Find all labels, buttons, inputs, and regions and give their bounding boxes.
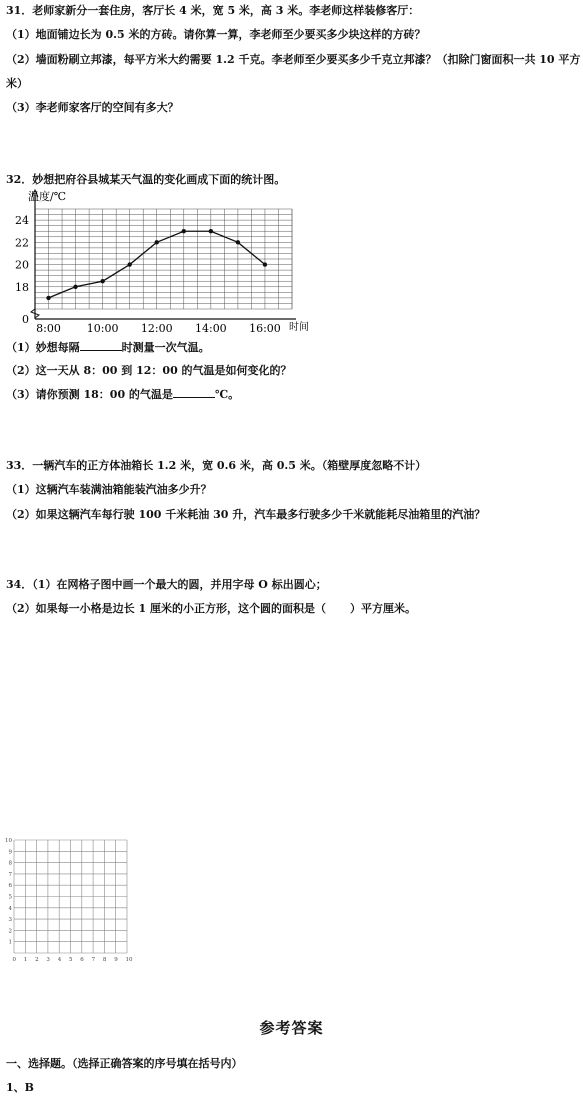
answers-title: 参考答案 <box>259 1019 324 1037</box>
q31-part1: （1）地面铺边长为 0.5 米的方砖。请你算一算，李老师至少要买多少块这样的方砖？ <box>6 28 426 41</box>
q33-part2: （2）如果这辆汽车每行驶 100 千米耗油 30 升，汽车最多行驶多少千米就能耗尽油箱里的汽油？ <box>6 508 486 521</box>
grid-x-tick-label: 10 <box>125 957 133 962</box>
answer-blank[interactable] <box>173 387 215 398</box>
q34-part2 <box>6 602 416 616</box>
q33-part1: （1）这辆汽车装满油箱能装汽油多少升？ <box>6 483 212 496</box>
y-tick-label: 22 <box>15 236 29 250</box>
y-tick-label: 20 <box>15 258 29 272</box>
grid-x-tick-label: 3 <box>46 957 50 962</box>
grid-y-tick-label: 3 <box>8 917 12 924</box>
q32-part2: （2）这一天从 8：00 到 12：00 的气温是如何变化的？ <box>6 364 292 377</box>
grid-y-tick-label: 2 <box>8 928 12 935</box>
q32-stem: 32．妙想把府谷县城某天气温的变化画成下面的统计图。 <box>6 173 286 186</box>
square-grid <box>14 840 127 953</box>
grid-y-tick-label: 1 <box>8 939 12 946</box>
grid-y-tick-label: 9 <box>8 849 12 856</box>
data-point <box>182 229 186 233</box>
square-grid-figure <box>0 832 140 962</box>
y-axis-label: 温度/℃ <box>28 190 67 203</box>
x-axis-label: 时间 <box>289 322 309 333</box>
grid-y-tick-label: 10 <box>5 838 12 844</box>
chart-grid <box>35 209 292 309</box>
grid-y-tick-label: 6 <box>8 883 12 890</box>
y-tick-label: 18 <box>15 280 29 294</box>
grid-x-tick-label: 6 <box>80 957 84 962</box>
answer-blank[interactable] <box>80 340 122 351</box>
q31-part3: （3）李老师家客厅的空间有多大？ <box>6 101 179 114</box>
data-point <box>100 279 104 283</box>
q31-part2-line1: （2）墙面粉刷立邦漆，每平方米大约需要 1.2 千克。李老师至少要买多少千克立邦漆？（扣除门窗面积一共 10 平方 <box>6 53 581 66</box>
q32-part3-suffix: ℃。 <box>214 388 240 401</box>
q32-part1-prefix: （1）妙想每隔 <box>6 341 80 354</box>
x-tick-label: 8:00 <box>36 322 61 335</box>
q31-part2-line2: 米） <box>6 77 28 90</box>
x-tick-labels <box>36 322 281 335</box>
data-point <box>46 296 50 300</box>
data-point <box>236 240 240 244</box>
data-point <box>263 262 267 266</box>
grid-x-tick-labels <box>13 957 133 962</box>
data-point <box>155 240 159 244</box>
grid-x-tick-label: 8 <box>102 957 107 962</box>
grid-x-tick-label: 4 <box>57 957 62 962</box>
y-tick-label: 24 <box>15 214 29 228</box>
x-tick-label: 14:00 <box>194 322 227 335</box>
q33-stem: 33．一辆汽车的正方体油箱长 1.2 米，宽 0.6 米，高 0.5 米。（箱壁厚度忽略不计） <box>6 459 427 472</box>
grid-y-tick-label: 7 <box>8 871 12 878</box>
grid-x-tick-label: 5 <box>69 957 73 962</box>
q31-stem: 31．老师家新分一套住房，客厅长 4 米，宽 5 米，高 3 米。李老师这样装修客厅： <box>6 4 420 17</box>
x-tick-label: 16:00 <box>249 322 281 335</box>
q32-part1 <box>6 340 210 355</box>
grid-x-tick-label: 9 <box>114 957 118 962</box>
grid-y-tick-label: 8 <box>8 860 12 867</box>
grid-x-tick-label: 0 <box>12 957 16 962</box>
q32-part3 <box>6 387 239 402</box>
data-point <box>209 229 213 233</box>
grid-y-tick-label: 4 <box>8 905 12 912</box>
q32-part3-prefix: （3）请你预测 18：00 的气温是 <box>6 388 173 401</box>
grid-x-tick-label: 7 <box>91 957 96 962</box>
answer-1: 1、B <box>6 1081 34 1094</box>
grid-x-tick-label: 2 <box>35 957 39 962</box>
temperature-line-chart <box>0 185 330 335</box>
grid-x-tick-label: 1 <box>23 957 28 962</box>
x-tick-label: 10:00 <box>86 322 119 335</box>
grid-y-tick-label: 5 <box>8 894 12 901</box>
answers-section-heading: 一、选择题。（选择正确答案的序号填在括号内） <box>6 1057 243 1070</box>
y-tick-labels <box>15 214 29 326</box>
grid-y-tick-labels <box>5 838 13 946</box>
x-tick-label: 12:00 <box>140 322 173 335</box>
q34-part2-suffix: ）平方厘米。 <box>349 602 416 615</box>
data-point <box>127 262 131 266</box>
data-point <box>73 285 77 289</box>
q32-part1-suffix: 时测量一次气温。 <box>121 341 210 354</box>
q34-part1: 34．（1）在网格子图中画一个最大的圆，并用字母 O 标出圆心； <box>6 578 327 591</box>
chart-axes <box>31 190 296 319</box>
q34-part2-prefix: （2）如果每一小格是边长 1 厘米的小正方形，这个圆的面积是（ <box>6 602 326 615</box>
y-tick-label: 0 <box>22 313 29 326</box>
